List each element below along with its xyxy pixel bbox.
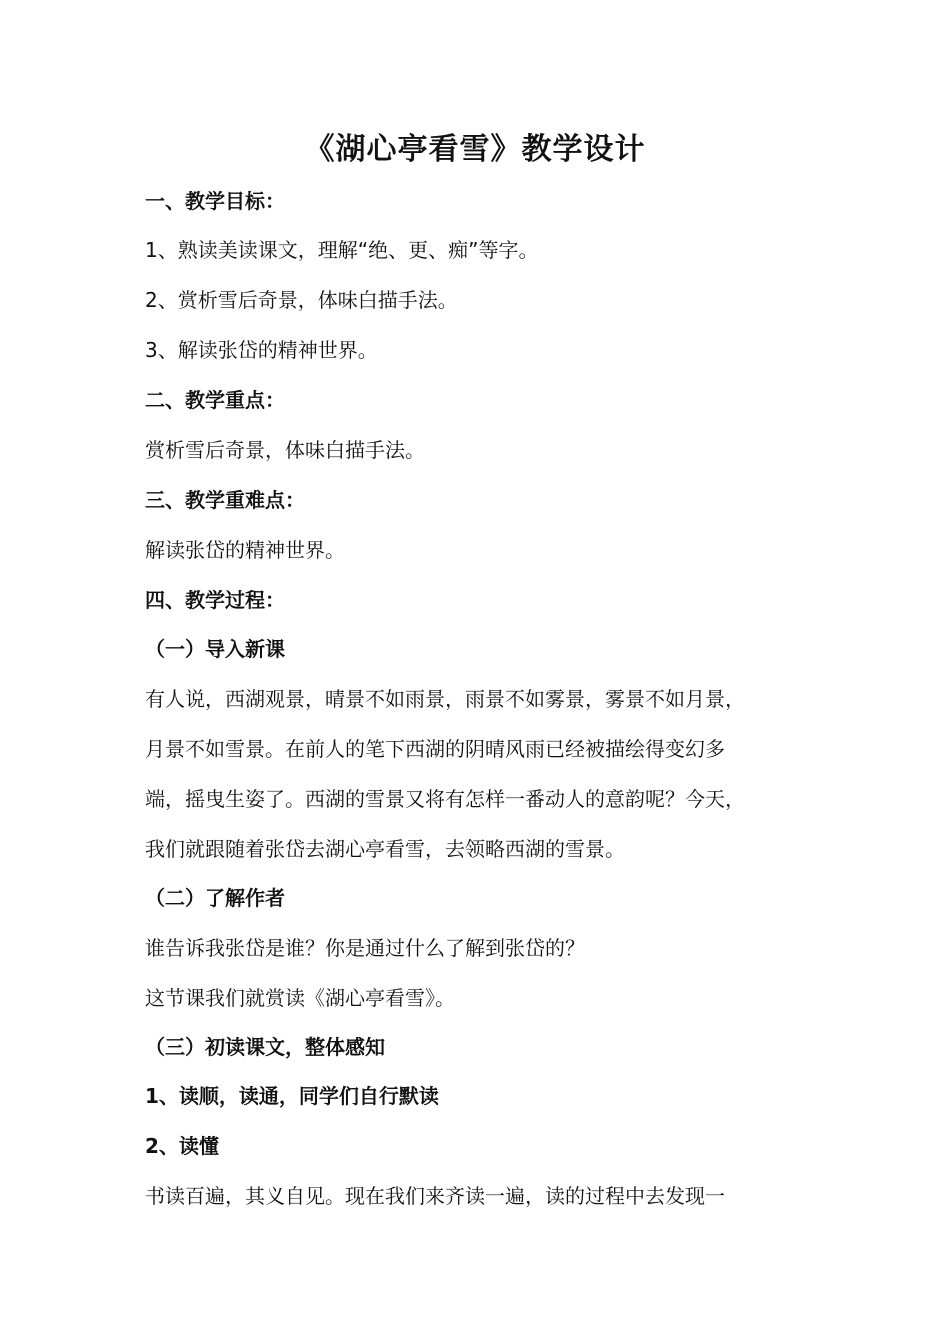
objective-item-3: 3、解读张岱的精神世界。 xyxy=(145,338,378,362)
step-heading-1: 1、读顺，读通，同学们自行默读 xyxy=(145,1084,439,1108)
paragraph-line: 这节课我们就赏读《湖心亭看雪》。 xyxy=(145,986,455,1010)
objective-item-1: 1、熟读美读课文，理解“绝、更、痴”等字。 xyxy=(145,238,539,262)
key-points-text: 赏析雪后奇景，体味白描手法。 xyxy=(145,438,425,462)
subsection-heading-author: （二）了解作者 xyxy=(145,886,285,910)
paragraph-line: 月景不如雪景。在前人的笔下西湖的阴晴风雨已经被描绘得变幻多 xyxy=(145,737,725,761)
paragraph-line: 端，摇曳生姿了。西湖的雪景又将有怎样一番动人的意韵呢？今天， xyxy=(145,787,745,811)
document-title: 《湖心亭看雪》教学设计 xyxy=(304,132,646,167)
paragraph-line: 有人说，西湖观景，晴景不如雨景，雨景不如雾景，雾景不如月景， xyxy=(145,687,745,711)
section-heading-difficulties: 三、教学重难点： xyxy=(145,488,305,512)
section-heading-process: 四、教学过程： xyxy=(145,588,285,612)
subsection-heading-intro: （一）导入新课 xyxy=(145,637,285,661)
step-heading-2: 2、读懂 xyxy=(145,1134,219,1158)
subsection-heading-first-reading: （三）初读课文，整体感知 xyxy=(145,1035,385,1059)
paragraph-line: 书读百遍，其义自见。现在我们来齐读一遍，读的过程中去发现一 xyxy=(145,1184,725,1208)
section-heading-objectives: 一、教学目标： xyxy=(145,189,285,213)
paragraph-line: 我们就跟随着张岱去湖心亭看雪，去领略西湖的雪景。 xyxy=(145,837,625,861)
difficulties-text: 解读张岱的精神世界。 xyxy=(145,538,345,562)
paragraph-line: 谁告诉我张岱是谁？你是通过什么了解到张岱的？ xyxy=(145,936,585,960)
section-heading-key-points: 二、教学重点： xyxy=(145,388,285,412)
objective-item-2: 2、赏析雪后奇景，体味白描手法。 xyxy=(145,288,458,312)
